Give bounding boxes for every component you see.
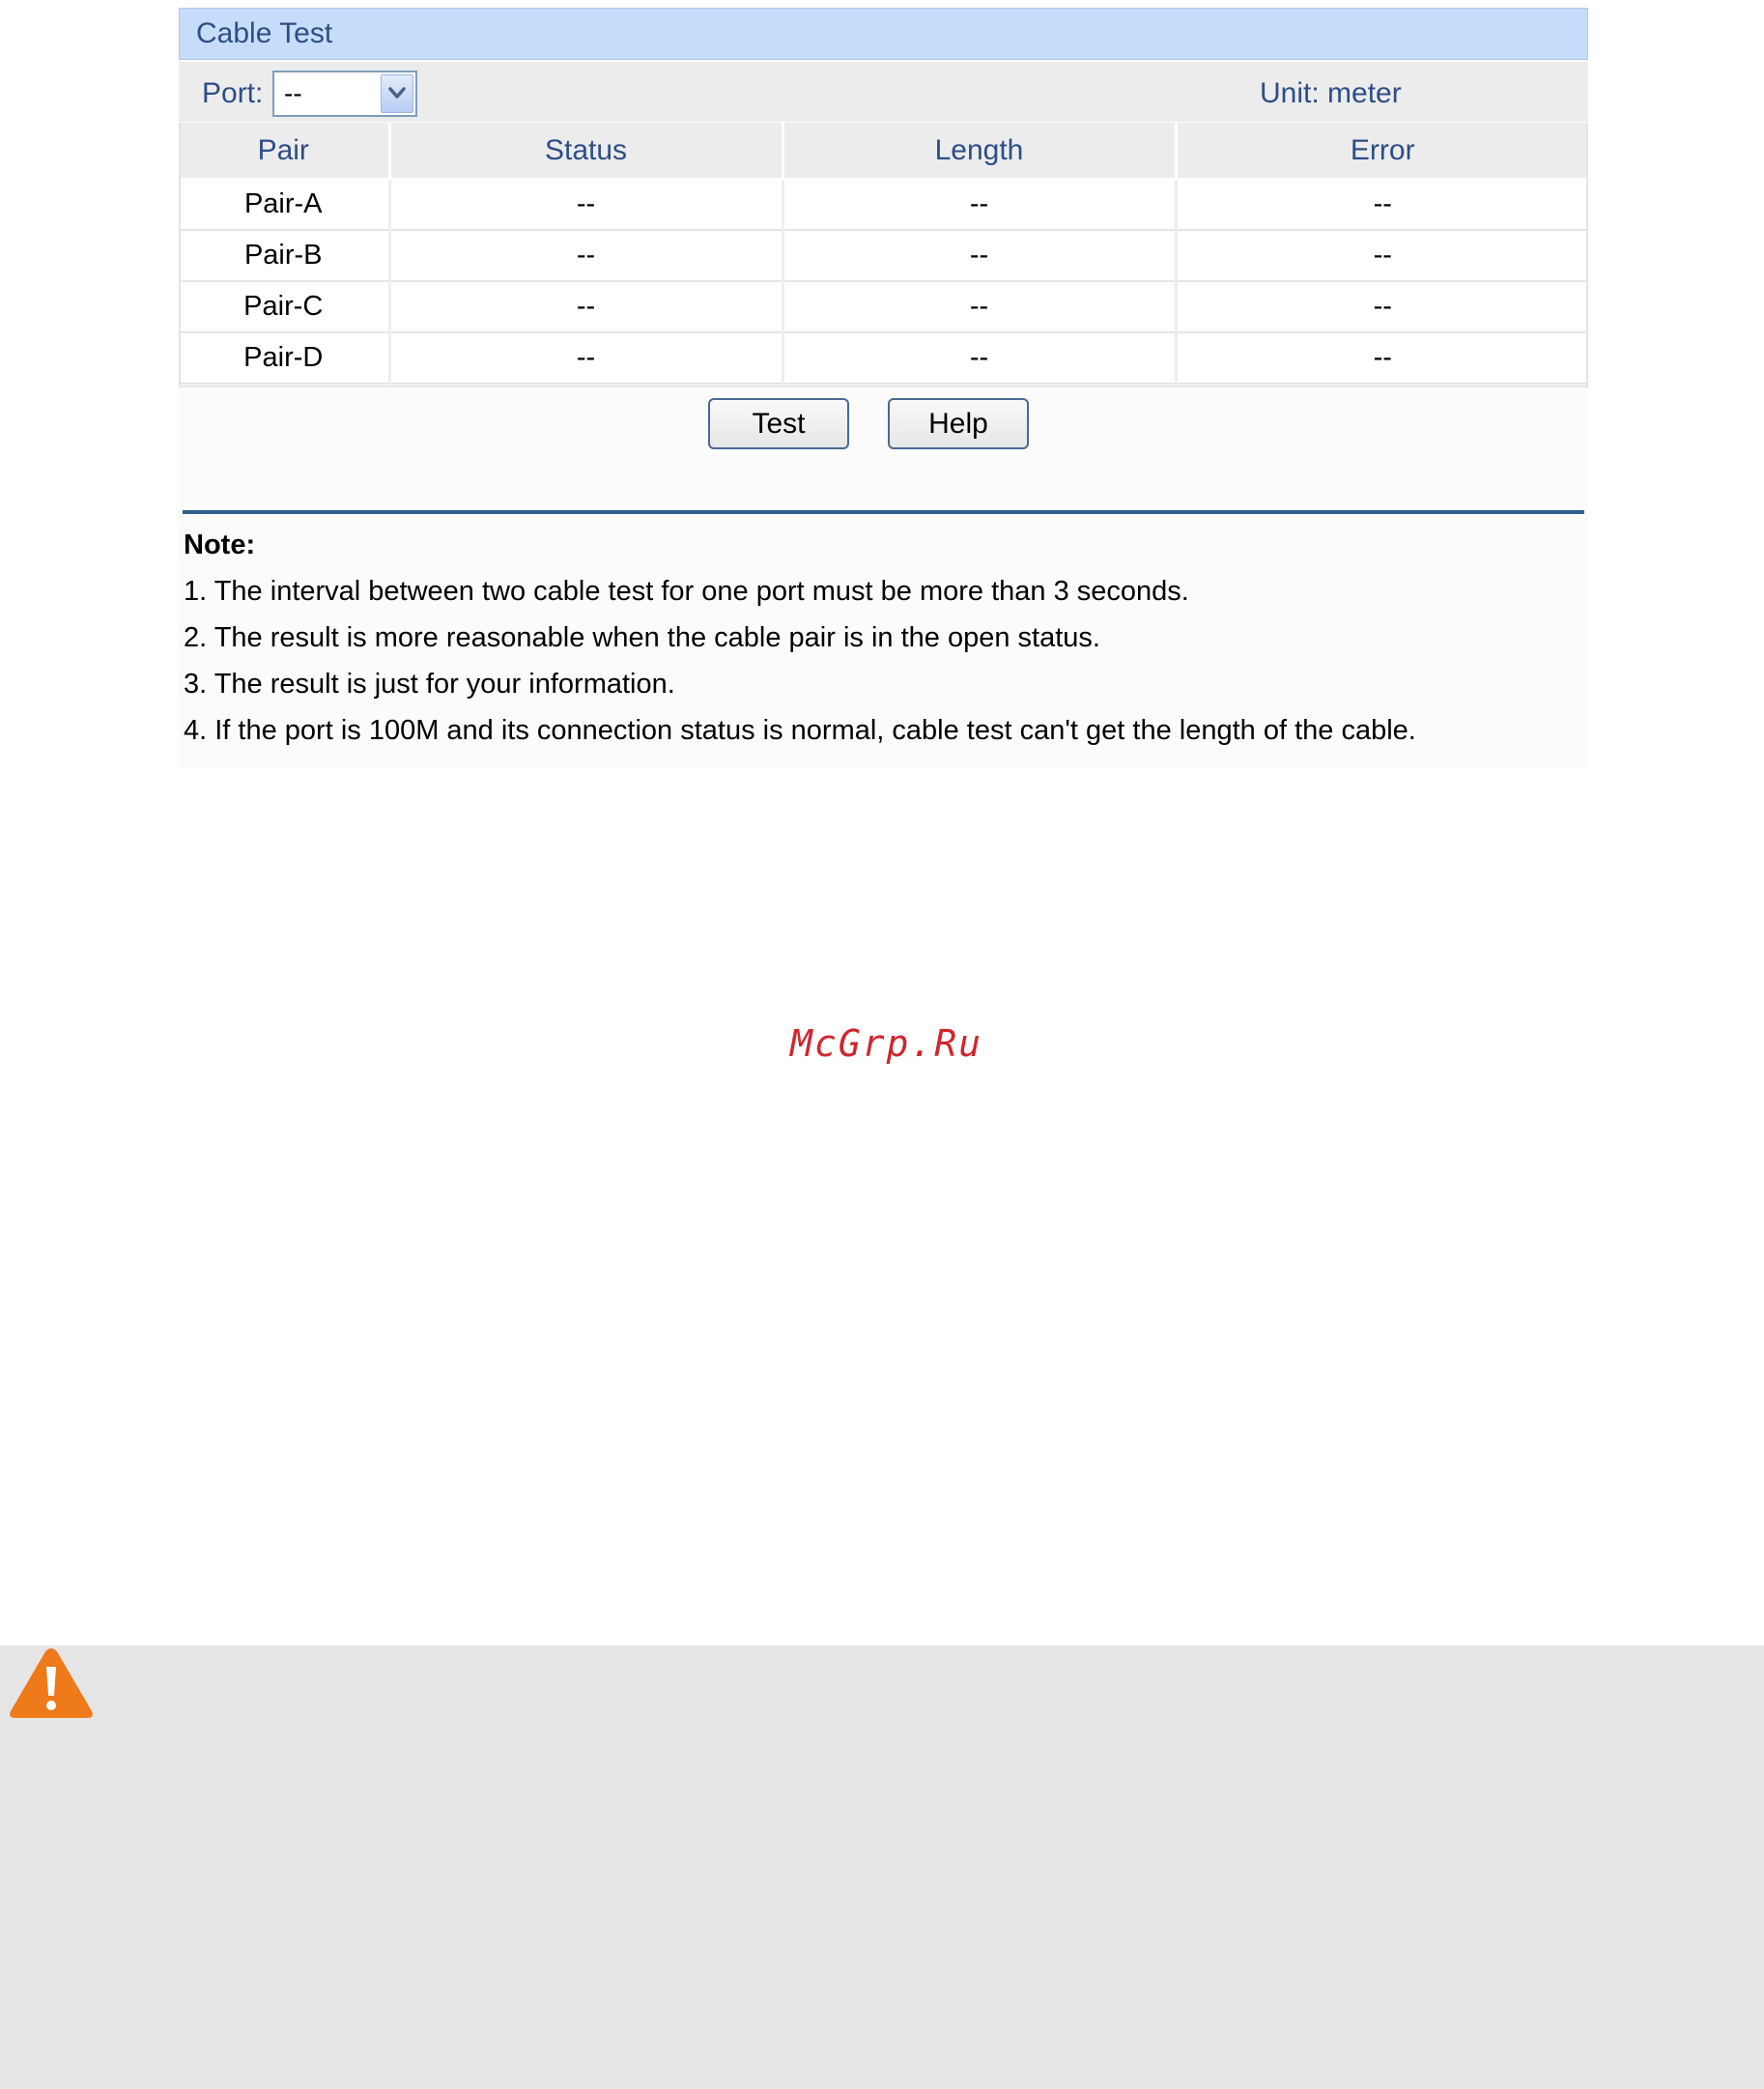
length-cell: -- bbox=[782, 332, 1176, 384]
table-row bbox=[179, 230, 1588, 281]
error-cell: -- bbox=[1176, 179, 1588, 230]
cable-test-table bbox=[179, 123, 1588, 385]
column-header-status: Status bbox=[389, 123, 782, 179]
port-select[interactable] bbox=[272, 71, 417, 117]
note-item: 2. The result is more reasonable when the cable pair is in the open status. bbox=[184, 622, 1100, 653]
chevron-down-icon bbox=[388, 86, 406, 101]
note-item: 3. The result is just for your information. bbox=[184, 669, 675, 700]
port-row bbox=[179, 62, 1588, 122]
table-row bbox=[179, 332, 1588, 384]
error-cell: -- bbox=[1176, 281, 1588, 332]
warning-icon bbox=[8, 1645, 95, 1721]
watermark: McGrp.Ru bbox=[790, 1022, 983, 1065]
panel-title: Cable Test bbox=[196, 17, 333, 49]
length-cell: -- bbox=[782, 281, 1176, 332]
pair-cell: Pair-B bbox=[179, 230, 389, 281]
column-header-error: Error bbox=[1176, 123, 1588, 179]
column-header-length: Length bbox=[782, 123, 1176, 179]
pair-cell: Pair-D bbox=[179, 332, 389, 384]
table-row bbox=[179, 179, 1588, 230]
warning-box bbox=[0, 1645, 1764, 2089]
status-cell: -- bbox=[389, 281, 782, 332]
error-cell: -- bbox=[1176, 230, 1588, 281]
help-button[interactable]: Help bbox=[888, 398, 1029, 449]
status-cell: -- bbox=[389, 179, 782, 230]
length-cell: -- bbox=[782, 230, 1176, 281]
pair-cell: Pair-A bbox=[179, 179, 389, 230]
error-cell: -- bbox=[1176, 332, 1588, 384]
unit-label: Unit: meter bbox=[1260, 77, 1402, 109]
port-select-value: -- bbox=[284, 78, 302, 108]
test-button[interactable]: Test bbox=[708, 398, 849, 449]
status-cell: -- bbox=[389, 332, 782, 384]
dropdown-button[interactable] bbox=[381, 74, 413, 113]
pair-cell: Pair-C bbox=[179, 281, 389, 332]
note-title: Note: bbox=[184, 529, 256, 560]
cable-test-panel bbox=[179, 8, 1588, 767]
column-header-pair: Pair bbox=[179, 123, 389, 179]
table-header-row bbox=[179, 123, 1588, 179]
note-item: 4. If the port is 100M and its connection status is normal, cable test can't get the length of the cable. bbox=[184, 715, 1416, 746]
length-cell: -- bbox=[782, 179, 1176, 230]
status-cell: -- bbox=[389, 230, 782, 281]
port-label: Port: bbox=[202, 77, 264, 109]
note-item: 1. The interval between two cable test for one port must be more than 3 seconds. bbox=[184, 576, 1189, 607]
table-row bbox=[179, 281, 1588, 332]
panel-header bbox=[179, 8, 1588, 60]
note-divider bbox=[183, 510, 1584, 514]
